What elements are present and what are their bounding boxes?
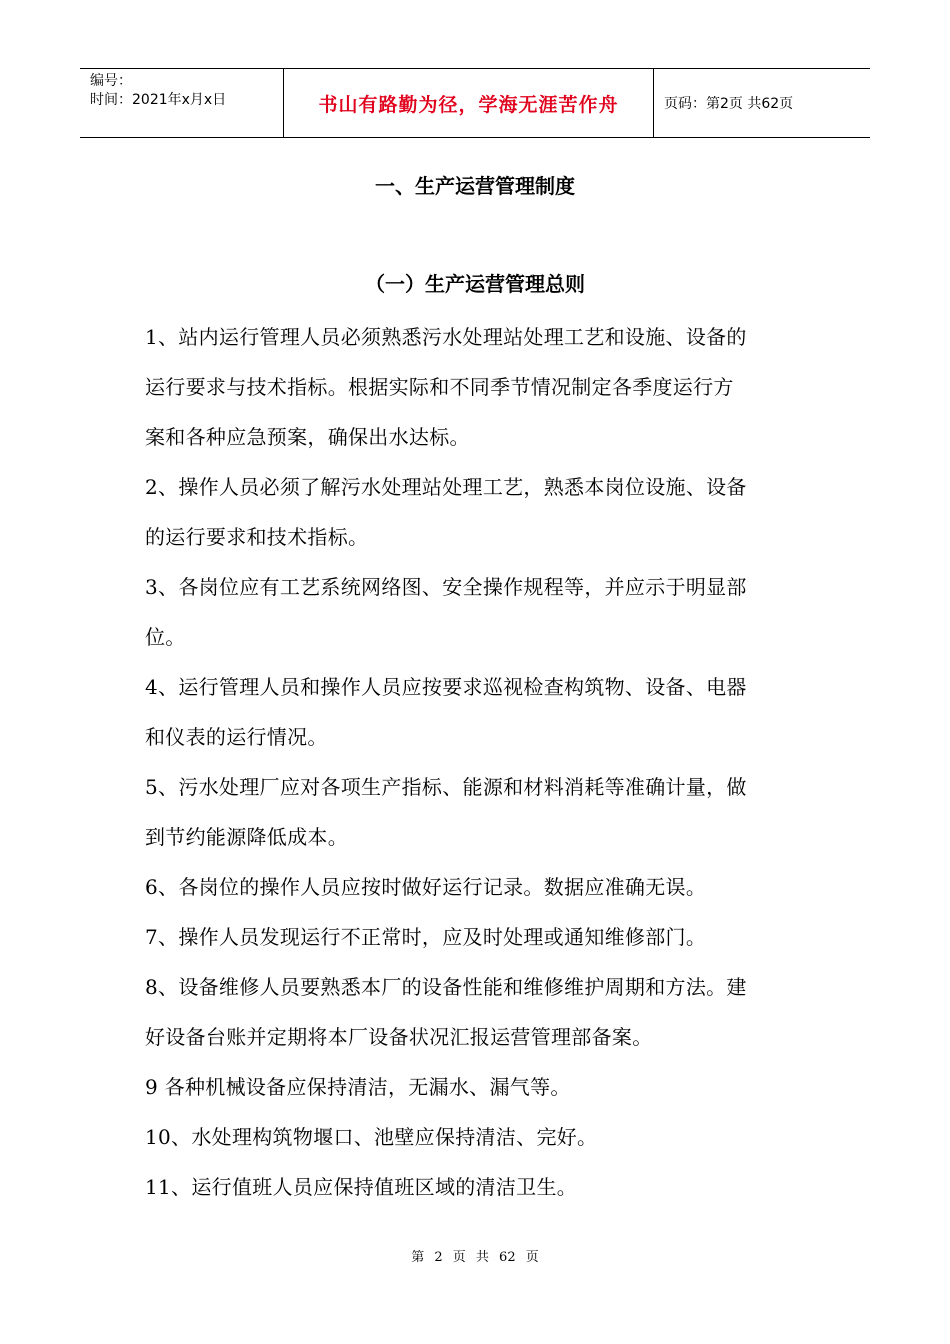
header-page-number: 页码：第2页 共62页 — [664, 96, 794, 112]
serial-number-label: 编号： — [90, 73, 132, 89]
body-line: 7、操作人员发现运行不正常时，应及时处理或通知维修部门。 — [145, 925, 707, 949]
header-slogan: 书山有路勤为径，学海无涯苦作舟 — [283, 69, 654, 137]
body-line: 位。 — [145, 625, 186, 649]
page-header — [80, 68, 870, 138]
body-line: 案和各种应急预案，确保出水达标。 — [145, 425, 470, 449]
body-line: 6、各岗位的操作人员应按时做好运行记录。数据应准确无误。 — [145, 875, 707, 899]
body-line: 1、站内运行管理人员必须熟悉污水处理站处理工艺和设施、设备的 — [145, 325, 747, 349]
body-line: 4、运行管理人员和操作人员应按要求巡视检查构筑物、设备、电器 — [145, 675, 747, 699]
body-line: 2、操作人员必须了解污水处理站处理工艺，熟悉本岗位设施、设备 — [145, 475, 747, 499]
document-title: 一、生产运营管理制度 — [375, 174, 575, 198]
body-line: 8、设备维修人员要熟悉本厂的设备性能和维修维护周期和方法。建 — [145, 975, 747, 999]
body-line: 3、各岗位应有工艺系统网络图、安全操作规程等，并应示于明显部 — [145, 575, 747, 599]
body-line: 10、水处理构筑物堰口、池壁应保持清洁、完好。 — [145, 1125, 598, 1149]
body-line: 运行要求与技术指标。根据实际和不同季节情况制定各季度运行方 — [145, 375, 734, 399]
body-line: 好设备台账并定期将本厂设备状况汇报运营管理部备案。 — [145, 1025, 653, 1049]
body-line: 到节约能源降低成本。 — [145, 825, 348, 849]
body-line: 和仪表的运行情况。 — [145, 725, 328, 749]
body-line: 9 各种机械设备应保持清洁，无漏水、漏气等。 — [145, 1075, 571, 1099]
body-line: 11、运行值班人员应保持值班区域的清洁卫生。 — [145, 1175, 578, 1199]
date-label: 时间：2021年x月x日 — [90, 92, 227, 108]
section-subtitle: （一）生产运营管理总则 — [365, 272, 585, 296]
header-meta — [80, 69, 283, 137]
document-body — [145, 312, 810, 1212]
page-footer: 第 2 页 共 62 页 — [411, 1250, 539, 1265]
body-line: 的运行要求和技术指标。 — [145, 525, 369, 549]
body-line: 5、污水处理厂应对各项生产指标、能源和材料消耗等准确计量，做 — [145, 775, 747, 799]
